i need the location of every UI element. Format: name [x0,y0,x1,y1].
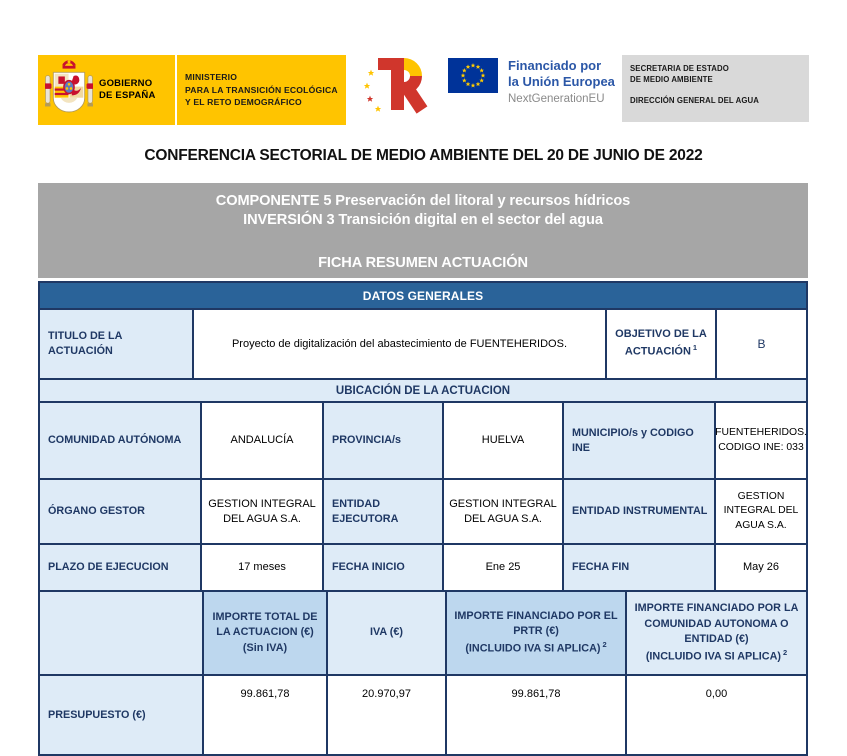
comunidad-autonoma-value: ANDALUCÍA [202,403,322,478]
recovery-plan-tr-logo-icon [360,50,442,124]
importe-total-header: IMPORTE TOTAL DE LA ACTUACION (€) (Sin IVA) [204,592,326,674]
presupuesto-total-value: 99.861,78 [204,676,326,754]
secretaria-line2: DE MEDIO AMBIENTE [630,74,713,84]
entidad-ejecutora-label: ENTIDAD EJECUTORA [324,480,442,543]
government-logo-block [38,55,346,125]
titulo-actuacion-label: TITULO DE LA ACTUACIÓN [40,310,192,378]
entidad-instrumental-label: ENTIDAD INSTRUMENTAL [564,480,714,543]
banner-inversion-line: INVERSIÓN 3 Transición digital en el sector del agua [243,212,603,229]
entidad-instrumental-value: GESTION INTEGRAL DEL AGUA S.A. [716,480,806,543]
fecha-inicio-label: FECHA INICIO [324,545,442,590]
ccaa-footnote-superscript: 2 [782,647,788,657]
ficha-resumen-table [38,281,808,756]
provincia-label: PROVINCIA/s [324,403,442,478]
secretaria-line1: SECRETARIA DE ESTADO [630,64,729,73]
presupuesto-ccaa-value: 0,00 [627,676,806,754]
eu-flag-icon [448,58,498,98]
eu-funding-line2: la Unión Europea [508,74,615,90]
banner-componente-line: COMPONENTE 5 Preservación del litoral y recursos hídricos [215,193,631,209]
objetivo-footnote-superscript: 1 [692,343,698,353]
presupuesto-label: PRESUPUESTO (€) [40,676,202,754]
spain-coat-of-arms-icon [45,58,93,123]
plazo-ejecucion-value: 17 meses [202,545,322,590]
titulo-actuacion-value: Proyecto de digitalización del abastecimiento de FUENTEHERIDOS. [194,310,605,378]
nextgeneration-label: NextGenerationEU [508,92,605,105]
ministerio-label: MINISTERIO PARA LA TRANSICIÓN ECOLÓGICA Y EL RETO DEMOGRÁFICO [185,72,338,108]
section-header-datos-generales: DATOS GENERALES [40,283,806,308]
importes-empty-cell [40,592,202,674]
eu-funding-text [508,58,615,105]
page-title: CONFERENCIA SECTORIAL DE MEDIO AMBIENTE DEL 20 DE JUNIO DE 2022 [144,147,703,164]
direccion-general-label: DIRECCIÓN GENERAL DEL AGUA [630,95,759,105]
importe-prtr-header: IMPORTE FINANCIADO POR EL PRTR (€) (INCLUIDO IVA SI APLICA) $^2$ [447,592,625,674]
municipio-codigo-ine-label: MUNICIPIO/s y CODIGO INE [564,403,714,478]
banner-ficha-line: FICHA RESUMEN ACTUACIÓN [318,254,528,271]
objetivo-actuacion-label: OBJETIVO DE LA ACTUACIÓN $^1$ [607,310,715,378]
logo-divider [175,55,177,125]
secretaria-de-estado-block [622,55,809,122]
prtr-footnote-superscript: 2 [602,640,607,650]
municipio-codigo-ine-value: FUENTEHERIDOS. CODIGO INE: 033 [716,403,806,478]
provincia-value: HUELVA [444,403,562,478]
presupuesto-prtr-value: 99.861,78 [447,676,625,754]
fecha-fin-label: FECHA FIN [564,545,714,590]
objetivo-actuacion-value: B [717,310,806,378]
section-header-ubicacion: UBICACIÓN DE LA ACTUACION [40,380,806,401]
importe-ccaa-header: IMPORTE FINANCIADO POR LA COMUNIDAD AUTONOMA O ENTIDAD (€) (INCLUIDO IVA SI APLICA) $^2$ [627,592,806,674]
fecha-inicio-value: Ene 25 [444,545,562,590]
fecha-fin-value: May 26 [716,545,806,590]
eu-funding-line1: Financiado por [508,58,602,73]
gobierno-de-espana-label: GOBIERNO DE ESPAÑA [99,78,156,101]
eu-funding-block [448,58,615,105]
organo-gestor-label: ÓRGANO GESTOR [40,480,200,543]
iva-header: IVA (€) [328,592,445,674]
organo-gestor-value: GESTION INTEGRAL DEL AGUA S.A. [202,480,322,543]
componente-banner [38,183,808,278]
entidad-ejecutora-value: GESTION INTEGRAL DEL AGUA S.A. [444,480,562,543]
presupuesto-iva-value: 20.970,97 [328,676,445,754]
plazo-ejecucion-label: PLAZO DE EJECUCION [40,545,200,590]
comunidad-autonoma-label: COMUNIDAD AUTÓNOMA [40,403,200,478]
